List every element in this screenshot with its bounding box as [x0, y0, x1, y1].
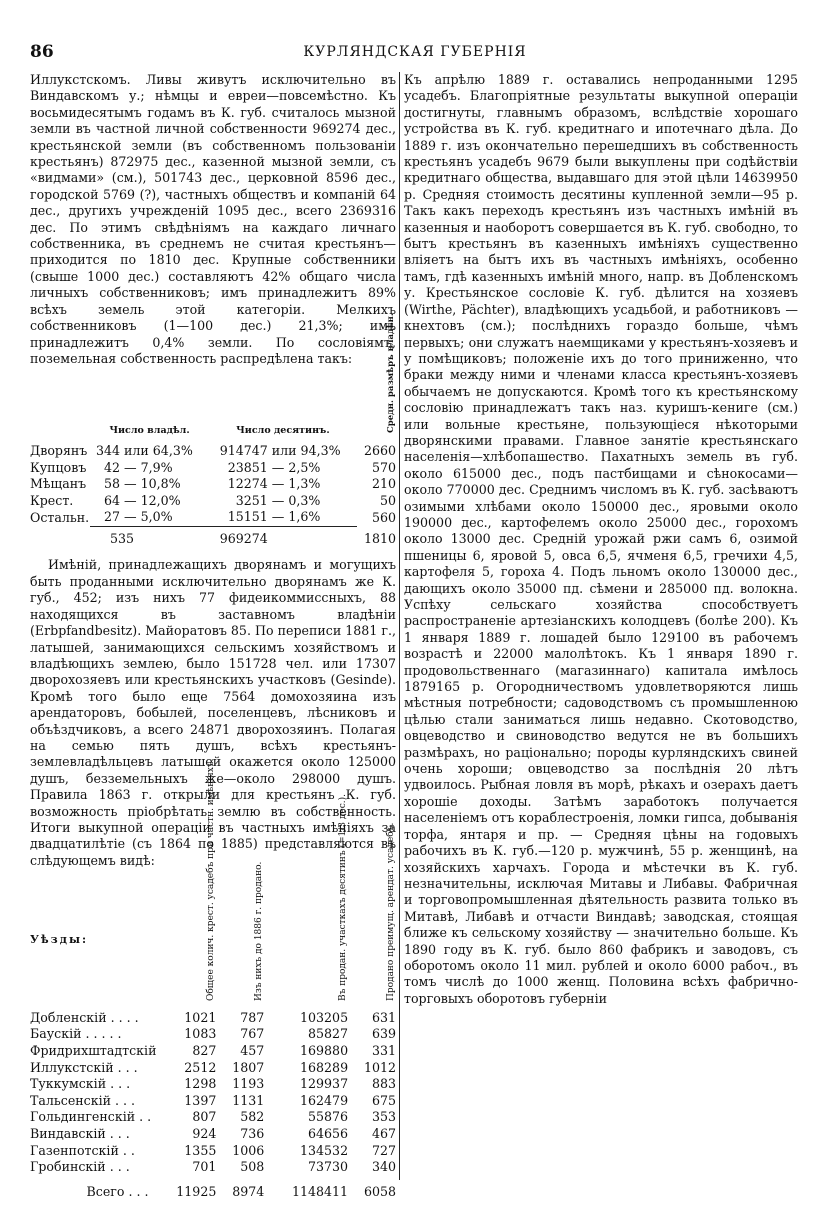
paragraph: Иллукстскомъ. Ливы живутъ исключительно въ Виндавскомъ у.; нѣмцы и евреи—повсемѣстно. Къ восьмидесятымъ годамъ въ К. губ. считалось мызной земли въ частной личной собственности 969274 дес., крестьянской земли (въ собственномъ пользованіи крестьянъ) 872975 дес., казенной мызной земли, съ «видмами» (см.), 501743 дес., церковной 8596 дес., городской 5769 (?), частныхъ обществъ и компаній 64 дес., другихъ учрежденій 1095 дес., всего 2369316 дес. По этимъ свѣдѣніямъ на каждаго личнаго собственника, въ среднемъ не считая крестьянъ—приходится по 1810 дес. Крупные собственники (свыше 1000 дес.) составляютъ 42% общаго числа личныхъ собственниковъ; имъ принадлежитъ 89% всѣхъ земель этой категоріи. Мелкихъ собственниковъ (1—100 дес.) 21,3%; имъ принадлежитъ 0,4% земли. По сословіямъ, поземельная собственность распредѣлена такъ:: [30, 72, 396, 366]
estate-class-table: [30, 313, 396, 547]
table-cell: — 10,8%: [124, 476, 181, 492]
table-row: [30, 1093, 396, 1110]
row-label: Всего . . .: [86, 1183, 149, 1199]
table-row: [30, 1159, 396, 1176]
row-label: Добленскій . . . .: [30, 1009, 139, 1025]
table-cell: 1148411: [291, 1183, 349, 1199]
column-header: Общее колич. крест. усадебъ при частн. имѣніяхъ.: [206, 758, 217, 1002]
table-cell: 1131: [232, 1092, 265, 1108]
table-cell: 1810: [363, 530, 396, 546]
table-cell: [216, 861, 265, 1010]
table-cell: [268, 526, 357, 547]
table-cell: 64656: [308, 1125, 349, 1141]
table-cell: 727: [371, 1142, 396, 1158]
table-cell: 85827: [308, 1026, 349, 1042]
table-cell: 12274: [227, 476, 268, 492]
table-cell: или 64,3%: [124, 442, 193, 458]
table-cell: 675: [371, 1092, 396, 1108]
table-cell: [156, 758, 217, 1010]
table-row: [30, 460, 396, 477]
table-row: [30, 509, 396, 526]
table-cell: [30, 873, 156, 1010]
table-cell: 535: [90, 526, 209, 547]
page-number: 86: [30, 42, 54, 62]
right-column: [404, 72, 798, 1007]
table-cell: 168289: [300, 1059, 349, 1075]
table-cell: [264, 794, 349, 1010]
table-cell: [357, 313, 396, 443]
paragraph: Имѣній, принадлежащихъ дворянамъ и могущихъ быть проданными исключительно дворянамъ же К. губ., 452; изъ нихъ 77 фидеикоммиссныхъ, 88 находящихся въ заставномъ владѣніи (Erbpfandbesitz). Майоратовъ 85. По переписи 1881 г., латышей, занимающихся сельскимъ хозяйствомъ и владѣющихъ землею, было 151728 чел. или 17307 дворохозяевъ или крестьянскихъ участковъ (Gesinde). Кромѣ того было еще 7564 домохозяина изъ арендаторовъ, бобылей, поселенцевъ, лѣсниковъ и объѣздчиковъ, а всего 24871 дворохозяинъ. Полагая на семью пять душъ, всѣхъ крестьянъ-землевладѣльцевъ латышей окажется около 125000 душъ, безземельныхъ же—около 298000 душъ. Правила 1863 г. открыли для крестьянъ К. губ. возможность пріобрѣтать землю въ собственность. Итоги выкупной операціи въ частныхъ имѣніяхъ за двадцатилѣтіе (съ 1864 по 1885) представляются въ слѣдующемъ видѣ:: [30, 557, 396, 868]
table-total-row: [30, 526, 396, 547]
running-title: КУРЛЯНДСКАЯ ГУБЕРНІЯ: [303, 44, 527, 60]
table-cell: — 1,3%: [271, 476, 321, 492]
table-cell: 2660: [363, 442, 396, 458]
left-column: [30, 72, 396, 1200]
table-cell: 914747: [219, 442, 268, 458]
table-cell: 467: [371, 1125, 396, 1141]
table-cell: [30, 369, 90, 443]
column-header: Средн. размѣръ владѣн.: [386, 313, 396, 434]
row-label: Иллукстскій . . .: [30, 1059, 138, 1075]
table-cell: 331: [371, 1042, 396, 1058]
table-cell: 129937: [300, 1076, 349, 1092]
row-label: Крест.: [30, 492, 74, 508]
row-label: Остальн.: [30, 509, 90, 525]
table-cell: 2512: [184, 1059, 217, 1075]
table-cell: 787: [240, 1009, 265, 1025]
table-cell: 767: [240, 1026, 265, 1042]
table-cell: 807: [192, 1109, 217, 1125]
table-cell: 15151: [227, 509, 268, 525]
row-label: Мѣщанъ: [30, 476, 87, 492]
table-row: [30, 1076, 396, 1093]
column-header: Уѣзды:: [30, 932, 89, 946]
table-cell: 736: [240, 1125, 265, 1141]
table-cell: 883: [371, 1076, 396, 1092]
table-cell: — 7,9%: [124, 459, 173, 475]
table-row: [30, 1010, 396, 1027]
table-cell: 169880: [300, 1042, 349, 1058]
column-header: Число десятинъ.: [236, 425, 330, 437]
column-header: Число владѣл.: [109, 425, 190, 437]
table-cell: 210: [371, 476, 396, 492]
table-cell: — 1,6%: [271, 509, 321, 525]
table-cell: 1397: [184, 1092, 217, 1108]
table-cell: 570: [371, 459, 396, 475]
table-row: [30, 493, 396, 510]
table-cell: 50: [379, 492, 396, 508]
table-cell: 1193: [232, 1076, 265, 1092]
table-row: [30, 1126, 396, 1143]
table-cell: 508: [240, 1159, 265, 1175]
table-cell: 58: [103, 476, 120, 492]
table-cell: [348, 822, 396, 1010]
table-row: [30, 1043, 396, 1060]
table-cell: 1021: [184, 1009, 217, 1025]
table-cell: 162479: [300, 1092, 349, 1108]
table-cell: 353: [371, 1109, 396, 1125]
table-cell: 6058: [363, 1183, 396, 1199]
table-cell: 969274: [209, 526, 268, 547]
row-label: Виндавскій . . .: [30, 1125, 130, 1141]
row-label: Баускій . . . . .: [30, 1026, 122, 1042]
table-cell: 1355: [184, 1142, 217, 1158]
table-cell: 827: [192, 1042, 217, 1058]
table-total-row: [30, 1176, 396, 1201]
row-label: Гольдингенскій . .: [30, 1109, 152, 1125]
table-cell: 103205: [300, 1009, 349, 1025]
table-row: [30, 1109, 396, 1126]
table-cell: 27: [103, 509, 120, 525]
table-cell: 340: [371, 1159, 396, 1175]
table-row: [30, 476, 396, 493]
table-cell: или 94,3%: [271, 442, 341, 458]
row-label: Фридрихштадтскій: [30, 1042, 157, 1058]
table-cell: — 12,0%: [124, 492, 181, 508]
table-cell: 1807: [232, 1059, 265, 1075]
table-cell: 8974: [232, 1183, 265, 1199]
table-cell: 560: [371, 509, 396, 525]
row-label: Тальсенскій . . .: [30, 1092, 136, 1108]
row-label: Купцовъ: [30, 459, 87, 475]
table-cell: 631: [371, 1009, 396, 1025]
table-cell: 344: [95, 442, 120, 458]
row-label: Туккумскій . . .: [30, 1076, 131, 1092]
table-cell: 582: [240, 1109, 265, 1125]
table-row: [30, 1026, 396, 1043]
table-cell: 11925: [176, 1183, 217, 1199]
column-header: Въ продан. участкахъ десятинъ (=1/3 дес.).: [338, 794, 349, 1002]
district-table: [30, 758, 396, 1200]
table-cell: 23851: [227, 459, 268, 475]
table-cell: — 2,5%: [271, 459, 321, 475]
row-label: Газенпотскій . .: [30, 1142, 135, 1158]
table-cell: — 5,0%: [124, 509, 173, 525]
table-cell: [30, 526, 90, 547]
table-cell: 3251: [235, 492, 268, 508]
table-cell: 924: [192, 1125, 217, 1141]
table-cell: 55876: [308, 1109, 349, 1125]
table-cell: 1012: [363, 1059, 396, 1075]
table-cell: 457: [240, 1042, 265, 1058]
column-divider: [399, 72, 400, 1180]
row-label: Гробинскій . . .: [30, 1159, 130, 1175]
paragraph: Къ апрѣлю 1889 г. оставались непроданными 1295 усадебъ. Благопріятные результаты выкупной операціи достигнуты, главнымъ образомъ, вслѣдствіе хорошаго устройства въ К. губ. кредитнаго и ипотечнаго дѣла. До 1889 г. изъ окончательно перешедшихъ въ собственность крестьянъ усадебъ 9679 были выкуплены при содѣйствіи кредитнаго общества, выдавшаго для этой цѣли 14639950 р. Средняя стоимость десятины купленной земли—95 р. Такъ какъ переходъ крестьянъ изъ частныхъ имѣній въ казенныя и наоборотъ совершается въ К. губ. свободно, то бытъ крестьянъ въ казенныхъ имѣніяхъ существенно вліяетъ на бытъ ихъ въ частныхъ имѣніяхъ, особенно тамъ, гдѣ казенныхъ имѣній много, напр. въ Добленскомъ у. Крестьянское сословіе К. губ. дѣлится на хозяевъ (Wirthe, Pächter), владѣющихъ усадьбой, и работниковъ — кнехтовъ (см.); послѣднихъ гораздо больше, чѣмъ первыхъ; они служатъ наемщиками у крестьянъ-хозяевъ и у помѣщиковъ; положеніе ихъ до того приниженно, что браки между ними и членами класса крестьянъ-хозяевъ обычаемъ не допускаются. Кромѣ того къ крестьянскому сословію принадлежатъ такъ наз. куришъ-кениге (см.) или вольные крестьяне, пользующіеся нѣкоторыми дворянскими правами. Главное занятіе крестьянскаго населенія—хлѣбопашество. Пахатныхъ земель въ губ. около 615000 дес., подъ пастбищами и сѣнокосами—около 770000 дес. Среднимъ числомъ въ К. губ. засѣваютъ озимыми хлѣбами около 150000 дес., яровыми около 190000 дес., картофелемъ около 25000 дес., горохомъ около 13000 дес. Средній урожай ржи самъ 6, озимой пшеницы 6, яровой 5, овса 6,5, ячменя 6,5, гречихи 4,5, картофеля 5, гороха 4. Подъ льномъ около 130000 дес., дающихъ около 35000 пд. сѣмени и 285000 пд. волокна. Успѣху сельскаго хозяйства способствуетъ распространеніе артезіанскихъ колодцевъ (болѣе 200). Къ 1 января 1889 г. лошадей было 129100 въ рабочемъ возрастѣ и 22000 малолѣтокъ. Къ 1 января 1890 г. продовольственнаго (магазиннаго) капитала имѣлось 1879165 р. Огородничествомъ удовлетворяются лишь мѣстныя потребности; садоводствомъ съ промышленною цѣлью стали заниматься лишь недавно. Скотоводство, овцеводство и свиноводство ведутся не въ большихъ размѣрахъ, но раціонально; породы курляндскихъ свиней очень хороши; овцеводство за послѣднія 20 лѣтъ удвоилось. Рыбная ловля въ морѣ, рѣкахъ и озерахъ даетъ хорошіе доходы. Затѣмъ заработокъ получается населеніемъ отъ кораблестроенія, ломки гипса, добыванія торфа, янтаря и пр. — Средняя цѣны на годовыхъ рабочихъ въ К. губ.—120 р. мужчинѣ, 55 р. женщинѣ, на хозяйскихъ харчахъ. Города и мѣстечки въ К. губ. незначительны, исключая Митавы и Либавы. Фабричная и торговопромышленная дѣятельность развита только въ Митавѣ, Либавѣ и отчасти Виндавѣ; заводская, стоящая ближе къ сельскому хозяйству — значительно больше. Къ 1890 году въ К. губ. было 860 фабрикъ и заводовъ, съ оборотомъ около 11 мил. рублей и около 6000 рабоч., въ томъ числѣ до 1000 женщ. Половина всѣхъ фабрично-торговыхъ оборотовъ губерніи: [404, 72, 798, 1006]
table-cell: 73730: [308, 1159, 349, 1175]
table-cell: 42: [103, 459, 120, 475]
table-cell: 639: [371, 1026, 396, 1042]
table-cell: 1298: [184, 1076, 217, 1092]
table-cell: 64: [103, 492, 120, 508]
table-cell: 1083: [184, 1026, 217, 1042]
table-row: [30, 1060, 396, 1077]
table-cell: 701: [192, 1159, 217, 1175]
table-cell: 1006: [232, 1142, 265, 1158]
table-row: [30, 443, 396, 460]
table-cell: 134532: [300, 1142, 349, 1158]
page-header: [30, 42, 800, 68]
table-cell: — 0,3%: [271, 492, 321, 508]
table-row: [30, 1143, 396, 1160]
row-label: Дворянъ: [30, 442, 88, 458]
column-header: Продано преимущ. арендат. усадебъ.: [386, 822, 396, 1002]
column-header: Изъ нихъ до 1886 г. продано.: [254, 861, 265, 1002]
